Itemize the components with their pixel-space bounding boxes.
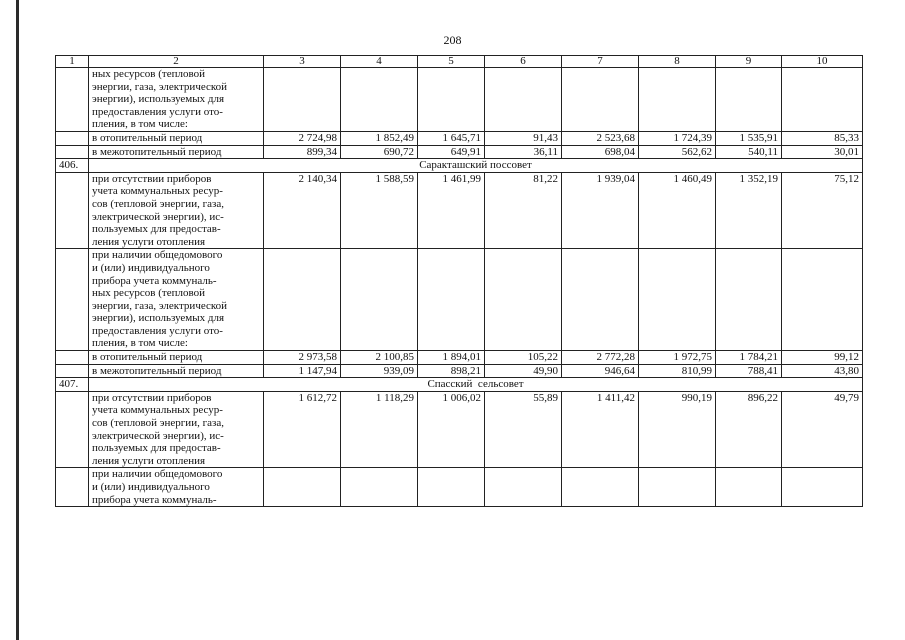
table-row	[56, 391, 863, 468]
section-header-row	[56, 159, 863, 173]
header-cell: 2	[89, 56, 264, 68]
value-cell: 649,91	[418, 145, 485, 159]
description-cell: при наличии общедомового и (или) индивидуального прибора учета коммуналь- ных ресурсов (тепловой энергии, газа, электрической энергии), используемых для предоставления услуги ото- пления, в том числе:	[89, 249, 264, 351]
value-cell: 1 461,99	[418, 172, 485, 249]
value-cell: 939,09	[341, 364, 418, 378]
section-number: 406.	[56, 159, 89, 173]
header-cell: 7	[562, 56, 639, 68]
description-cell: при отсутствии приборов учета коммунальных ресур- сов (тепловой энергии, газа, электрической энергии), ис- пользуемых для предостав- ления услуги отопления	[89, 172, 264, 249]
value-cell: 540,11	[716, 145, 782, 159]
value-cell: 1 972,75	[639, 351, 716, 365]
value-cell: 55,89	[485, 391, 562, 468]
description-cell: при отсутствии приборов учета коммунальных ресур- сов (тепловой энергии, газа, электрической энергии), ис- пользуемых для предостав- ления услуги отопления	[89, 391, 264, 468]
table-row	[56, 351, 863, 365]
section-title: Спасский сельсовет	[89, 378, 863, 392]
period-label: в отопительный период	[89, 131, 264, 145]
table-row	[56, 172, 863, 249]
value-cell: 1 612,72	[264, 391, 341, 468]
binding-edge	[16, 0, 19, 640]
value-cell: 946,64	[562, 364, 639, 378]
value-cell: 2 973,58	[264, 351, 341, 365]
value-cell: 990,19	[639, 391, 716, 468]
header-cell: 3	[264, 56, 341, 68]
value-cell: 898,21	[418, 364, 485, 378]
value-cell: 1 535,91	[716, 131, 782, 145]
value-cell: 1 460,49	[639, 172, 716, 249]
table-row	[56, 249, 863, 351]
header-cell: 4	[341, 56, 418, 68]
value-cell: 896,22	[716, 391, 782, 468]
header-cell: 9	[716, 56, 782, 68]
section-header-row	[56, 378, 863, 392]
page-number: 208	[443, 33, 462, 47]
description-cell: ных ресурсов (тепловой энергии, газа, электрической энергии), используемых для предоставления услуги ото- пления, в том числе:	[89, 68, 264, 132]
header-cell: 6	[485, 56, 562, 68]
value-cell: 81,22	[485, 172, 562, 249]
value-cell: 30,01	[782, 145, 863, 159]
table-row	[56, 468, 863, 507]
value-cell: 91,43	[485, 131, 562, 145]
value-cell: 2 772,28	[562, 351, 639, 365]
section-number: 407.	[56, 378, 89, 392]
table-row	[56, 131, 863, 145]
value-cell: 49,79	[782, 391, 863, 468]
value-cell: 75,12	[782, 172, 863, 249]
value-cell: 2 724,98	[264, 131, 341, 145]
value-cell: 1 147,94	[264, 364, 341, 378]
value-cell: 1 588,59	[341, 172, 418, 249]
value-cell: 43,80	[782, 364, 863, 378]
section-title: Саракташский поссовет	[89, 159, 863, 173]
table-row	[56, 145, 863, 159]
value-cell: 1 411,42	[562, 391, 639, 468]
value-cell: 1 645,71	[418, 131, 485, 145]
value-cell: 899,34	[264, 145, 341, 159]
value-cell: 810,99	[639, 364, 716, 378]
value-cell: 1 006,02	[418, 391, 485, 468]
period-label: в межотопительный период	[89, 145, 264, 159]
value-cell: 36,11	[485, 145, 562, 159]
header-cell: 10	[782, 56, 863, 68]
header-cell: 1	[56, 56, 89, 68]
row-number-cell	[56, 68, 89, 132]
value-cell: 698,04	[562, 145, 639, 159]
description-cell: при наличии общедомового и (или) индивидуального прибора учета коммуналь-	[89, 468, 264, 507]
value-cell: 2 100,85	[341, 351, 418, 365]
value-cell: 1 939,04	[562, 172, 639, 249]
tariff-table	[55, 55, 863, 507]
value-cell: 1 724,39	[639, 131, 716, 145]
value-cell: 562,62	[639, 145, 716, 159]
value-cell: 2 523,68	[562, 131, 639, 145]
header-cell: 8	[639, 56, 716, 68]
value-cell: 85,33	[782, 131, 863, 145]
value-cell: 1 852,49	[341, 131, 418, 145]
table-row	[56, 68, 863, 132]
header-row	[56, 56, 863, 68]
value-cell: 49,90	[485, 364, 562, 378]
value-cell: 2 140,34	[264, 172, 341, 249]
value-cell: 105,22	[485, 351, 562, 365]
value-cell: 1 894,01	[418, 351, 485, 365]
value-cell: 788,41	[716, 364, 782, 378]
value-cell: 690,72	[341, 145, 418, 159]
value-cell: 1 784,21	[716, 351, 782, 365]
table-row	[56, 364, 863, 378]
value-cell: 1 118,29	[341, 391, 418, 468]
value-cell: 99,12	[782, 351, 863, 365]
value-cell: 1 352,19	[716, 172, 782, 249]
period-label: в межотопительный период	[89, 364, 264, 378]
header-cell: 5	[418, 56, 485, 68]
period-label: в отопительный период	[89, 351, 264, 365]
